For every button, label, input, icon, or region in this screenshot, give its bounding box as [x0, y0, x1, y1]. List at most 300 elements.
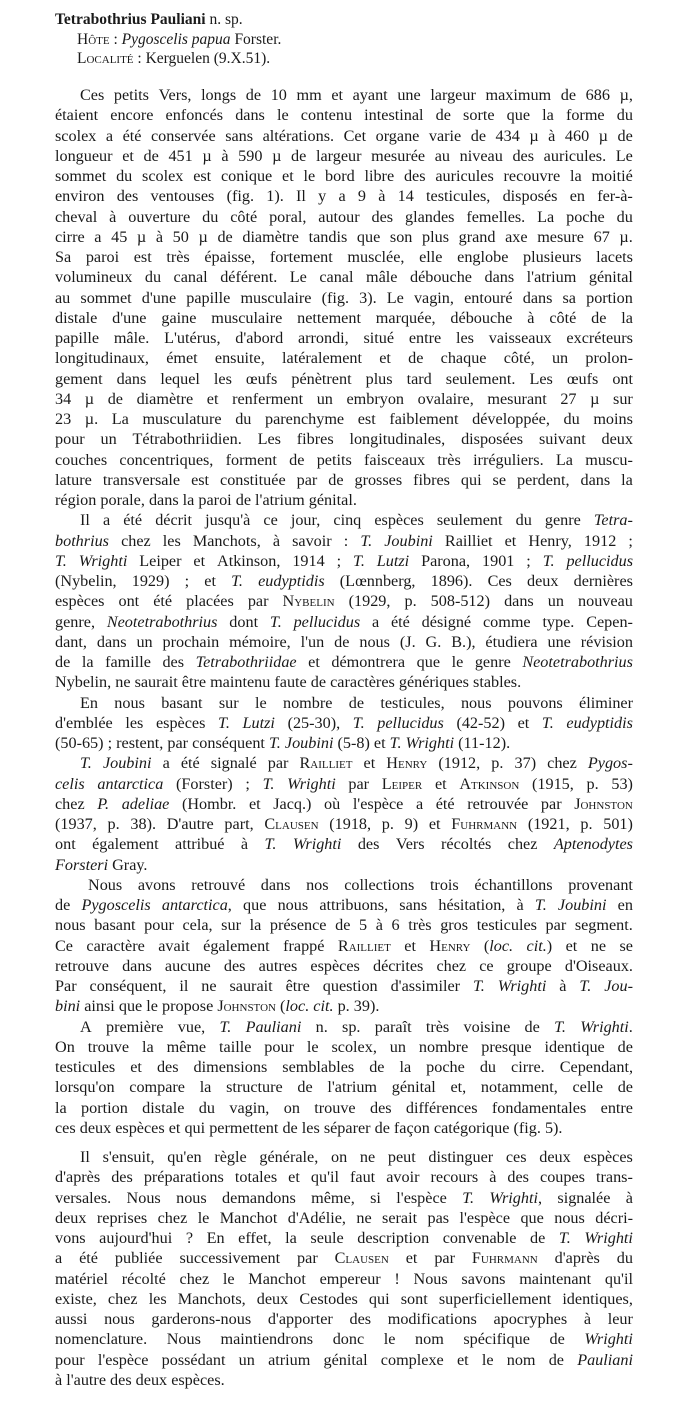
- word: les: [125, 713, 144, 732]
- word: et: [434, 774, 447, 793]
- word: qui: [460, 470, 482, 489]
- word: la: [249, 916, 262, 935]
- word: 39).: [353, 997, 380, 1016]
- word: µ: [198, 227, 208, 246]
- word: structure: [226, 1078, 283, 1097]
- word: T.: [219, 1017, 232, 1036]
- word: convenable: [442, 1229, 517, 1247]
- word: Nous: [166, 1330, 201, 1349]
- word: la: [182, 491, 195, 509]
- text-line: [55, 814, 633, 834]
- word: caractères: [330, 673, 395, 692]
- word: distale: [55, 308, 98, 327]
- word: diamètre: [136, 389, 194, 408]
- word: de: [55, 896, 71, 914]
- word: Manchot: [248, 1269, 306, 1288]
- text-line: [55, 409, 633, 429]
- word: plus: [422, 227, 450, 246]
- text-line: [55, 85, 633, 105]
- word: (1912,: [438, 754, 481, 773]
- word: caractère: [86, 936, 145, 955]
- word: description: [357, 1229, 430, 1247]
- text-line: [55, 672, 633, 692]
- word: un: [238, 1350, 255, 1369]
- word: catégorique: [433, 1118, 510, 1137]
- word: de: [617, 1037, 633, 1056]
- word: 451: [168, 146, 193, 165]
- word: génital: [323, 1350, 368, 1369]
- word: (fig.: [513, 1118, 541, 1137]
- text-line: [55, 1037, 633, 1057]
- word: nous: [359, 632, 390, 651]
- word: savoir: [292, 531, 332, 550]
- word: vagin,: [413, 288, 454, 307]
- word: ne: [201, 977, 217, 995]
- word: de: [374, 1118, 390, 1137]
- text-line: [55, 470, 633, 490]
- paragraph-gap: [55, 1138, 633, 1147]
- word: scolex,: [331, 1037, 377, 1056]
- word: niveau: [459, 146, 503, 165]
- word: atrium: [268, 1350, 311, 1369]
- word: provenant: [568, 875, 633, 894]
- word: du: [235, 410, 252, 428]
- word: désigné: [421, 612, 472, 631]
- word: fer-à-: [597, 187, 633, 206]
- word: et: [405, 1249, 418, 1268]
- word: deux: [601, 430, 633, 449]
- word: l'espèce: [459, 1208, 511, 1227]
- word: et: [206, 389, 219, 408]
- text-line: [55, 348, 633, 368]
- text-line: [55, 936, 633, 956]
- word: œufs: [245, 369, 278, 388]
- text-line: [55, 267, 633, 287]
- word: se: [492, 470, 507, 489]
- word: des: [116, 187, 139, 206]
- word: avons: [137, 875, 176, 894]
- word: ont: [612, 369, 633, 388]
- word: d'une: [112, 308, 147, 327]
- word: pour: [55, 430, 85, 449]
- word: ces: [55, 1118, 76, 1137]
- word: signalée: [557, 1188, 611, 1207]
- word: un: [136, 632, 153, 651]
- word: sur: [218, 693, 239, 712]
- text-line: [55, 105, 633, 125]
- word: Gray.: [112, 855, 148, 874]
- word: ensuite,: [214, 349, 265, 368]
- word: Nybelin,: [55, 673, 112, 692]
- word: de: [470, 126, 487, 145]
- word: le: [276, 106, 289, 125]
- species-name-bold: Tetrabothrius Pauliani: [55, 11, 206, 28]
- word: p.: [491, 754, 504, 773]
- word: T.: [472, 977, 485, 995]
- word: ;: [245, 774, 250, 793]
- word: la: [285, 1229, 297, 1247]
- word: seulement: [436, 511, 503, 530]
- word: totales: [234, 1168, 278, 1187]
- text-line: [55, 855, 633, 875]
- word: jusqu'à: [205, 511, 251, 530]
- host-label: Hôte: [77, 31, 110, 48]
- word: T.: [264, 835, 277, 854]
- word: récolté: [121, 1269, 166, 1288]
- word: canal: [319, 268, 354, 287]
- word: sorte: [463, 106, 495, 125]
- word: On: [55, 1037, 75, 1056]
- word: dimensions: [193, 1058, 268, 1076]
- word: eudyptidis: [258, 572, 325, 590]
- word: ;: [526, 551, 531, 570]
- word: Wrighti: [584, 1330, 633, 1349]
- word: le: [481, 1350, 494, 1369]
- word: nouveau: [578, 592, 633, 611]
- word: jour,: [290, 511, 321, 530]
- word: voisine: [463, 1017, 511, 1036]
- word: une: [397, 86, 421, 104]
- word: des: [357, 835, 380, 854]
- word: et: [404, 936, 416, 955]
- word: attribué: [175, 835, 225, 854]
- word: identique: [544, 1037, 605, 1056]
- word: Tetra-: [593, 511, 633, 530]
- word: forme: [565, 106, 605, 125]
- word: et: [565, 936, 578, 955]
- text-line: [55, 531, 633, 551]
- word: deux: [539, 1148, 571, 1166]
- word: la: [621, 308, 633, 327]
- word: émet: [166, 349, 198, 368]
- word: de: [524, 1017, 540, 1036]
- word: nombre: [418, 1037, 469, 1056]
- word: saurait: [229, 977, 273, 995]
- word: (1915,: [532, 774, 574, 793]
- word: Neotetrabothrius: [106, 612, 218, 631]
- text-line: [55, 166, 633, 186]
- word: 1896).: [430, 572, 473, 590]
- word: de: [217, 227, 233, 246]
- word: par: [297, 1249, 318, 1268]
- word: Forsteri: [55, 855, 109, 874]
- word: de: [591, 308, 607, 327]
- word: Railliet: [337, 936, 391, 955]
- word: p.: [586, 774, 599, 793]
- word: par: [167, 734, 189, 752]
- word: retrouvé: [191, 875, 246, 894]
- word: Joubini: [102, 754, 152, 773]
- word: lacets: [596, 248, 633, 266]
- word: couches: [55, 450, 108, 469]
- word: y: [318, 187, 327, 206]
- word: épaisse,: [204, 248, 256, 266]
- word: permettent: [209, 1118, 279, 1137]
- word: diamètre: [242, 227, 299, 246]
- text-line: [55, 126, 633, 146]
- word: auricules.: [543, 146, 607, 165]
- word: retrouvée: [467, 794, 529, 813]
- word: si: [370, 1188, 381, 1207]
- word: d'Adélie,: [287, 1208, 346, 1227]
- word: Le: [615, 146, 633, 165]
- word: gaine: [161, 308, 197, 327]
- word: des: [156, 1058, 179, 1076]
- word: deux: [79, 1118, 112, 1137]
- word: à: [516, 896, 524, 914]
- word: identiques,: [562, 1289, 633, 1308]
- word: famille: [105, 653, 151, 671]
- word: celis: [55, 774, 85, 793]
- body-text: [55, 85, 633, 1390]
- word: (25-30),: [287, 713, 341, 732]
- word: groupe: [506, 956, 552, 975]
- paragraph: [55, 693, 633, 754]
- word: à: [489, 1168, 497, 1187]
- word: sp.: [342, 1017, 361, 1036]
- word: est: [191, 470, 210, 489]
- word: dans: [504, 592, 534, 611]
- word: :: [343, 531, 349, 550]
- word: varie: [428, 126, 462, 145]
- word: dans: [96, 632, 127, 651]
- text-line: [55, 1370, 633, 1390]
- word: du: [479, 1058, 497, 1076]
- word: également: [203, 936, 270, 955]
- word: préparations: [143, 1168, 224, 1187]
- word: irréguliers.: [473, 450, 544, 469]
- species-heading: [55, 10, 633, 30]
- word: été: [180, 754, 200, 773]
- word: deux: [135, 1370, 168, 1389]
- word: T.: [269, 612, 282, 631]
- word: L'utérus,: [164, 329, 221, 347]
- paragraph: [55, 510, 633, 692]
- word: moitié: [591, 167, 633, 185]
- word: par: [545, 916, 567, 935]
- word: été: [435, 794, 455, 813]
- word: En: [206, 1229, 225, 1247]
- word: lature: [55, 470, 92, 489]
- word: un: [316, 389, 333, 408]
- word: de: [107, 389, 123, 408]
- word: étaient: [55, 106, 99, 125]
- word: de: [408, 349, 424, 368]
- word: Nous: [88, 875, 123, 894]
- word: maintenant: [519, 1269, 592, 1288]
- word: sur: [221, 916, 241, 935]
- word: et: [288, 1168, 300, 1187]
- word: ouverture: [128, 207, 191, 226]
- word: publiée: [114, 1249, 163, 1268]
- word: grand: [458, 227, 496, 246]
- word: longueur: [55, 146, 113, 165]
- word: révision: [580, 632, 633, 651]
- word: même: [166, 1037, 207, 1056]
- word: sans: [399, 896, 428, 914]
- word: génital.: [308, 491, 357, 509]
- word: ventouses: [150, 187, 215, 206]
- word: a: [94, 227, 102, 246]
- word: n.: [315, 1017, 328, 1036]
- word: testicules: [55, 1058, 116, 1076]
- word: pour: [55, 1350, 85, 1369]
- word: se: [619, 936, 633, 955]
- word: Cet: [343, 126, 367, 145]
- word: intestinal: [364, 106, 424, 125]
- word: que: [118, 997, 143, 1016]
- word: pour: [264, 1037, 294, 1056]
- word: mm: [296, 86, 322, 104]
- word: Leiper: [381, 774, 423, 793]
- word: nom: [415, 1330, 444, 1349]
- word: arrondi,: [297, 329, 349, 347]
- word: volumineux: [55, 268, 133, 287]
- locality-line: Localité : Kerguelen (9.X.51).: [77, 50, 271, 67]
- word: elle: [419, 248, 443, 266]
- word: nomenclature.: [55, 1330, 148, 1349]
- word: mâle: [366, 268, 398, 287]
- word: espèces: [374, 511, 424, 530]
- word: et: [428, 815, 441, 833]
- word: mâle.: [113, 329, 150, 347]
- word: Henry: [429, 936, 471, 955]
- word: T.: [360, 531, 373, 550]
- word: l'autre: [66, 1370, 106, 1389]
- word: ovalaire,: [417, 389, 474, 408]
- word: ;: [336, 551, 342, 570]
- word: µ: [598, 126, 608, 145]
- word: maintiendrons: [220, 1330, 314, 1349]
- word: ont: [55, 835, 76, 854]
- word: pellucidus: [293, 612, 361, 631]
- word: complexe: [380, 1350, 444, 1369]
- locality-label: Localité: [77, 50, 134, 67]
- word: cit.: [313, 997, 334, 1016]
- word: placées: [186, 592, 234, 611]
- word: ?: [185, 1229, 193, 1247]
- word: trouve: [87, 1037, 130, 1056]
- word: petits: [113, 86, 149, 104]
- word: à: [527, 308, 535, 327]
- word: eudyptidis: [566, 713, 633, 732]
- word: testicules: [476, 916, 537, 935]
- word: du: [616, 207, 633, 226]
- word: de: [435, 106, 451, 125]
- word: les: [455, 329, 474, 347]
- word: côté: [230, 207, 258, 226]
- word: T.: [80, 754, 92, 773]
- word: µ: [529, 126, 539, 145]
- word: des: [349, 1310, 372, 1328]
- text-line: [55, 1017, 633, 1037]
- word: segment.: [574, 916, 633, 935]
- word: l'atrium: [526, 268, 577, 287]
- text-line: [55, 1228, 633, 1248]
- word: Nous: [413, 1269, 448, 1288]
- word: à: [155, 227, 164, 246]
- word: du: [616, 1249, 633, 1268]
- word: son: [389, 227, 413, 246]
- word: la: [621, 470, 633, 489]
- word: (1937,: [55, 815, 97, 833]
- word: chez: [121, 531, 151, 550]
- word: type.: [542, 612, 575, 631]
- word: par: [540, 794, 562, 813]
- word: Wrighti: [497, 977, 547, 995]
- word: un: [547, 592, 564, 611]
- word: (loc.: [280, 997, 310, 1016]
- word: de: [369, 1058, 385, 1076]
- word: de: [143, 146, 159, 165]
- host-author: Forster.: [234, 31, 282, 48]
- word: (fig.: [321, 288, 349, 307]
- text-line: [55, 976, 633, 996]
- word: l'espèce: [352, 794, 404, 813]
- word: spécifique: [463, 1330, 530, 1349]
- word: le: [306, 1037, 319, 1056]
- word: dans: [484, 268, 515, 287]
- word: axe: [505, 227, 528, 246]
- word: et: [193, 551, 206, 570]
- word: de: [617, 126, 633, 145]
- word: concentriques,: [119, 450, 214, 469]
- word: avait: [158, 936, 190, 955]
- text-line: [55, 146, 633, 166]
- word: Ces: [487, 572, 512, 590]
- word: d'après: [55, 1168, 101, 1187]
- word: vagin,: [229, 1098, 270, 1117]
- word: à: [378, 187, 386, 206]
- word: œufs: [566, 369, 599, 388]
- word: ;: [107, 734, 113, 752]
- word: l'atrium: [327, 1078, 378, 1097]
- word: nous: [55, 916, 86, 935]
- word: Wrighti.: [580, 1017, 633, 1036]
- word: et: [130, 1058, 142, 1076]
- text-line: [55, 490, 633, 510]
- word: des: [512, 146, 535, 165]
- word: de: [530, 1229, 546, 1247]
- word: et: [363, 754, 376, 773]
- text-line: [55, 186, 633, 206]
- word: côté,: [503, 349, 535, 368]
- word: à: [240, 835, 249, 854]
- word: successivement: [179, 1249, 281, 1268]
- word: savons: [461, 1269, 506, 1288]
- word: porale,: [100, 491, 145, 509]
- word: développée,: [472, 410, 550, 428]
- word: embryon: [346, 389, 405, 408]
- word: 14: [397, 187, 414, 206]
- word: saurait: [134, 673, 178, 692]
- word: et: [331, 86, 343, 104]
- word: papille: [55, 329, 100, 347]
- word: (Lœnnberg,: [339, 572, 416, 590]
- word: dans: [580, 470, 611, 489]
- word: paroi: [198, 491, 232, 509]
- word: µ: [136, 227, 147, 246]
- word: moins: [593, 410, 633, 428]
- word: Lutzi: [376, 551, 410, 570]
- word: chez: [179, 1269, 210, 1288]
- word: Il: [80, 1148, 90, 1166]
- word: et: [517, 713, 530, 732]
- word: musclée,: [347, 248, 405, 266]
- word: et: [282, 167, 294, 185]
- word: renferment: [232, 389, 304, 408]
- word: un: [389, 1037, 406, 1056]
